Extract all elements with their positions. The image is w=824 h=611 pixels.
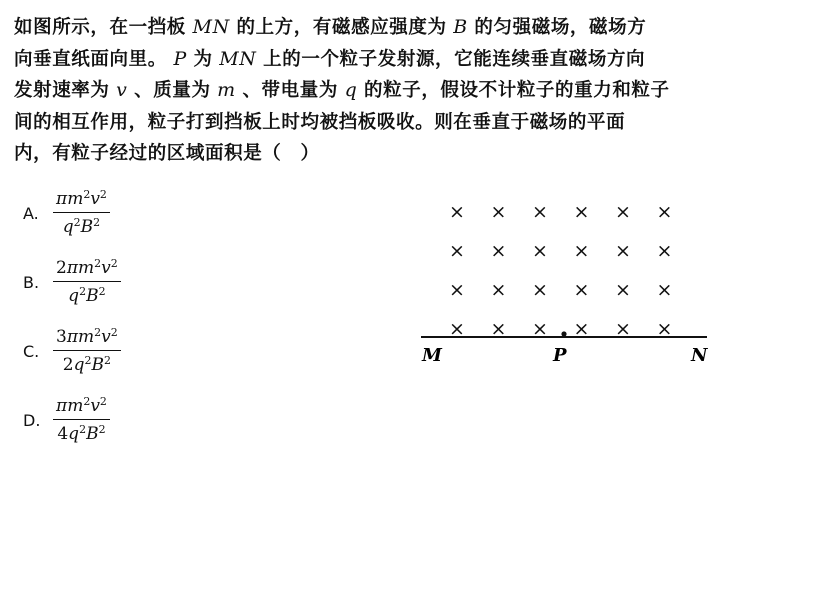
formula-token: B — [86, 286, 99, 306]
math-symbol: P — [166, 47, 194, 70]
formula-token: π — [56, 396, 68, 416]
formula-token: 2 — [94, 257, 102, 270]
formula-token: q — [68, 286, 80, 306]
field-cross-mark: × — [490, 201, 507, 223]
option-d[interactable] — [23, 395, 110, 445]
field-cross-mark: × — [656, 318, 673, 340]
field-cross-mark: × — [615, 318, 631, 340]
formula-token: 2 — [99, 188, 107, 201]
fraction-bar — [53, 281, 121, 282]
formula-token: m — [78, 327, 95, 347]
formula-denominator — [65, 285, 108, 307]
field-cross-mark: × — [573, 240, 590, 262]
option-c[interactable] — [23, 326, 121, 376]
question-text: 的上方，有磁感应强度为 — [236, 17, 447, 38]
formula-token: v — [101, 327, 111, 347]
question-text: 内，有粒子经过的区域面积是（ ） — [14, 143, 320, 164]
option-b-formula — [53, 257, 121, 307]
formula-numerator — [53, 395, 110, 417]
field-cross-mark: × — [656, 240, 673, 262]
option-d-formula — [53, 395, 110, 445]
math-symbol: q — [337, 79, 365, 101]
question-text: 如图所示，在一挡板 — [14, 17, 186, 38]
formula-numerator — [53, 326, 121, 348]
question-text: 、带电量为 — [242, 80, 338, 101]
question-text: 的匀强磁场，磁场方 — [474, 17, 647, 38]
math-symbol: MN — [212, 47, 264, 70]
question-text: 向垂直纸面向里。 — [14, 48, 167, 70]
formula-token: 2 — [83, 395, 91, 408]
option-label: D. — [23, 410, 41, 430]
formula-numerator — [53, 257, 121, 279]
field-cross-mark: × — [532, 279, 548, 301]
option-label: C. — [23, 341, 40, 361]
field-cross-mark: × — [656, 201, 673, 223]
question-text: 间的相互作用，粒子打到挡板上时均被挡板吸收。则在垂直于磁场的平面 — [14, 111, 626, 133]
formula-token: 2 — [110, 326, 118, 339]
formula-token: q — [68, 424, 80, 444]
field-cross-mark: × — [573, 318, 590, 340]
formula-token: π — [56, 189, 68, 209]
formula-token: 2 — [98, 285, 106, 298]
formula-token: 3 — [56, 327, 67, 347]
math-symbol: B — [446, 16, 475, 38]
question-text: 上的一个粒子发射源，它能连续垂直磁场方向 — [263, 48, 646, 70]
field-cross-mark: × — [573, 201, 590, 223]
formula-token: 2 — [103, 354, 111, 367]
formula-denominator — [60, 354, 114, 376]
question-text: 、质量为 — [134, 80, 211, 101]
question-line — [14, 75, 814, 107]
fraction-bar — [53, 212, 110, 213]
field-cross-mark: × — [490, 279, 507, 301]
formula-token: 2 — [79, 285, 87, 298]
field-cross-mark: × — [449, 201, 465, 223]
formula-token: 2 — [93, 216, 101, 229]
label-p: P — [553, 345, 567, 366]
formula-token: 2 — [56, 258, 67, 278]
math-symbol: MN — [185, 16, 237, 38]
formula-token: m — [67, 189, 84, 209]
magnetic-field-diagram — [415, 195, 715, 375]
option-label: B. — [23, 272, 40, 292]
question-text: 发射速率为 — [14, 80, 110, 101]
question-stem — [14, 12, 814, 170]
formula-denominator — [60, 216, 103, 238]
formula-token: 4 — [57, 424, 69, 444]
label-m: M — [422, 345, 442, 366]
field-cross-mark: × — [656, 279, 673, 301]
field-cross-mark: × — [449, 240, 465, 262]
formula-numerator — [53, 188, 110, 210]
formula-token: π — [66, 258, 79, 278]
formula-token: π — [66, 327, 79, 347]
question-text: 的粒子，假设不计粒子的重力和粒子 — [364, 80, 670, 101]
fraction-bar — [53, 350, 121, 351]
formula-token: B — [91, 355, 104, 375]
field-cross-mark: × — [532, 318, 548, 340]
field-cross-mark: × — [615, 201, 631, 223]
formula-token: q — [73, 355, 85, 375]
formula-token: m — [67, 396, 84, 416]
question-text: 为 — [193, 48, 213, 70]
option-label: A. — [23, 203, 39, 223]
formula-token: m — [78, 258, 95, 278]
question-line — [14, 107, 814, 139]
emission-source-point — [561, 331, 566, 336]
question-line — [14, 44, 814, 76]
formula-token: 2 — [110, 257, 118, 270]
formula-token: 2 — [98, 423, 106, 436]
fraction-bar — [53, 419, 110, 420]
formula-token: 2 — [83, 188, 91, 201]
formula-token: 2 — [62, 355, 74, 375]
option-a-formula — [53, 188, 110, 238]
option-a[interactable] — [23, 188, 110, 238]
formula-token: v — [90, 396, 100, 416]
field-cross-mark: × — [532, 201, 548, 223]
formula-token: 2 — [94, 326, 102, 339]
label-n: N — [691, 345, 708, 366]
question-line — [14, 138, 814, 170]
field-cross-mark: × — [449, 318, 465, 340]
option-b[interactable] — [23, 257, 121, 307]
math-symbol: m — [210, 79, 243, 101]
formula-token: v — [90, 189, 100, 209]
field-marks — [449, 201, 672, 340]
question-line — [14, 12, 814, 44]
formula-token: q — [62, 217, 74, 237]
field-cross-mark: × — [490, 318, 507, 340]
formula-token: B — [86, 424, 99, 444]
option-c-formula — [53, 326, 121, 376]
field-cross-mark: × — [490, 240, 507, 262]
formula-token: 2 — [79, 423, 87, 436]
formula-token: B — [80, 217, 94, 237]
field-cross-mark: × — [615, 279, 631, 301]
field-cross-mark: × — [532, 240, 548, 262]
formula-token: 2 — [99, 395, 107, 408]
formula-token: v — [101, 258, 111, 278]
math-symbol: v — [109, 79, 135, 101]
field-cross-mark: × — [573, 279, 590, 301]
field-cross-mark: × — [449, 279, 465, 301]
field-cross-mark: × — [615, 240, 631, 262]
formula-token: 2 — [84, 354, 92, 367]
formula-denominator — [54, 423, 108, 445]
formula-token: 2 — [73, 216, 81, 229]
